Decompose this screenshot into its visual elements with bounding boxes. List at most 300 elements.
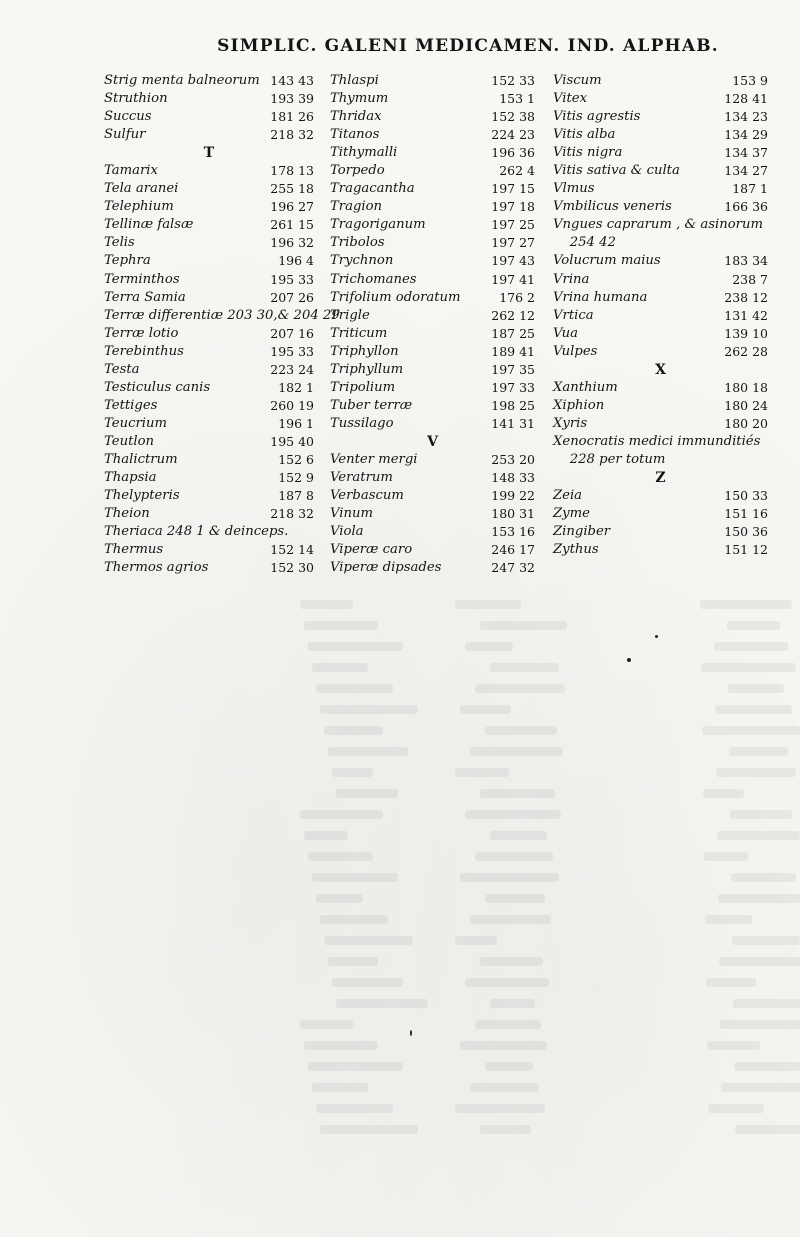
entry-reference: 150 36 (724, 524, 768, 540)
entry-reference: 193 39 (270, 91, 314, 107)
entry-reference: 180 31 (491, 506, 535, 522)
entry-reference: 181 26 (270, 109, 314, 125)
bleed-through-smudge (324, 936, 413, 945)
index-entry (104, 559, 314, 577)
entry-term: Terræ differentiæ 203 30,& 204 29 (104, 307, 340, 323)
entry-term: Zeia (553, 488, 583, 504)
bleed-through-smudge (328, 957, 378, 966)
bleed-through-smudge (700, 600, 792, 609)
entry-reference: 143 43 (270, 73, 314, 88)
entry-term: Teucrium (104, 415, 167, 431)
bleed-through-smudge (470, 1083, 539, 1092)
entry-reference: 189 41 (491, 343, 535, 359)
entry-term: Testa (104, 361, 140, 377)
bleed-through-smudge (465, 810, 561, 819)
index-entry (104, 234, 314, 252)
entry-reference: 197 18 (491, 199, 535, 215)
bleed-through-smudge (480, 789, 555, 798)
entry-term: Teutlon (104, 433, 155, 449)
entry-term: Zyme (553, 506, 590, 522)
index-entry (330, 379, 535, 397)
index-entry (104, 379, 314, 397)
index-column-2 (330, 72, 535, 577)
entry-reference: 223 24 (270, 361, 314, 377)
index-entry (104, 433, 314, 451)
entry-reference: 153 16 (491, 524, 535, 540)
entry-reference: 187 1 (732, 181, 768, 197)
entry-reference: 197 35 (491, 361, 535, 377)
bleed-through-smudge (300, 1020, 353, 1029)
bleed-through-smudge (706, 978, 756, 987)
index-entry (330, 180, 535, 198)
entry-term: Tela aranei (104, 181, 179, 197)
index-entry (553, 307, 768, 325)
entry-term: Viperæ dipsades (330, 560, 442, 576)
index-entry (330, 144, 535, 162)
section-letter: T (203, 145, 215, 162)
bleed-through-smudge (460, 873, 559, 882)
index-entry (553, 271, 768, 289)
index-entry (553, 90, 768, 108)
index-entry (330, 559, 535, 577)
index-entry (104, 523, 314, 541)
entry-term: Tribolos (330, 235, 385, 251)
entry-term: Thalictrum (104, 451, 178, 467)
index-entry (553, 108, 768, 126)
index-entry (330, 505, 535, 523)
entry-term: Trychnon (330, 253, 394, 269)
entry-reference: 152 14 (270, 542, 314, 558)
bleed-through-smudge (316, 1104, 393, 1113)
index-entry (553, 433, 768, 451)
entry-term: Xenocratis medici immunditiés (553, 433, 761, 449)
index-entry (104, 180, 314, 198)
entry-reference: 260 19 (270, 397, 314, 413)
entry-reference: 199 22 (491, 488, 535, 504)
index-entry (330, 469, 535, 487)
bleed-through-smudge (490, 999, 535, 1008)
entry-reference: 153 9 (732, 73, 768, 88)
entry-term: Thlaspi (330, 73, 379, 88)
bleed-through-smudge (701, 663, 796, 672)
entry-reference: 152 33 (491, 73, 535, 88)
index-entry (104, 451, 314, 469)
bleed-through-smudge (732, 936, 800, 945)
entry-term: Thermos agrios (104, 560, 209, 576)
entry-term: Tragion (330, 199, 383, 215)
entry-term: Struthion (104, 91, 168, 107)
entry-term: Tragoriganum (330, 217, 426, 233)
entry-term: Thapsia (104, 470, 157, 486)
bleed-through-smudge (485, 726, 557, 735)
index-entry (553, 541, 768, 559)
bleed-through-smudge (300, 810, 383, 819)
bleed-through-smudge (719, 957, 800, 966)
index-entry (104, 343, 314, 361)
bleed-through-smudge (480, 621, 567, 630)
bleed-through-smudge (731, 873, 796, 882)
bleed-through-smudge (470, 747, 563, 756)
bleed-through-smudge (320, 915, 388, 924)
index-entry (104, 252, 314, 270)
entry-reference: 153 1 (499, 91, 535, 107)
bleed-through-smudge (729, 747, 788, 756)
bleed-through-smudge (703, 789, 744, 798)
entry-term: Tripolium (330, 379, 396, 395)
entry-term: Trifolium odoratum (330, 289, 461, 305)
index-entry (553, 343, 768, 361)
section-letter: V (427, 433, 438, 450)
entry-term: Vngues caprarum , & asinorum (553, 217, 763, 233)
entry-term: Thymum (330, 91, 389, 107)
entry-term: Vinum (330, 506, 374, 522)
bleed-through-smudge (312, 663, 368, 672)
bleed-through-smudge (702, 726, 800, 735)
index-entry (104, 108, 314, 126)
bleed-through-smudge (480, 957, 543, 966)
bleed-through-smudge (332, 978, 403, 987)
index-entry (553, 415, 768, 433)
entry-reference: 166 36 (724, 199, 768, 215)
entry-reference: 238 12 (724, 289, 768, 305)
entry-term: Tuber terræ (330, 397, 413, 413)
index-entry (553, 451, 768, 469)
entry-term: Vitis sativa & culta (553, 163, 680, 179)
entry-term: Succus (104, 109, 152, 125)
entry-term: Triphyllon (330, 343, 399, 359)
bleed-through-smudge (308, 1062, 403, 1071)
bleed-through-smudge (705, 915, 752, 924)
entry-reference: 262 4 (499, 163, 535, 179)
entry-reference: 197 15 (491, 181, 535, 197)
entry-reference: 207 16 (270, 325, 314, 341)
bleed-through-smudge (733, 999, 800, 1008)
bleed-through-smudge (730, 810, 792, 819)
index-column-3 (553, 72, 768, 559)
entry-reference: 197 25 (491, 217, 535, 233)
entry-reference: 196 1 (278, 415, 314, 431)
entry-reference: 151 16 (724, 506, 768, 522)
bleed-through-smudge (300, 600, 353, 609)
index-entry (330, 397, 535, 415)
entry-term: Vrina humana (553, 289, 648, 305)
entry-reference: 134 23 (724, 109, 768, 125)
index-entry (104, 162, 314, 180)
entry-reference: 198 25 (491, 397, 535, 413)
entry-term: Vulpes (553, 343, 598, 359)
entry-term: Vrina (553, 271, 590, 287)
entry-term: Sulfur (104, 127, 146, 143)
bleed-through-smudge (470, 915, 551, 924)
index-entry (330, 162, 535, 180)
entry-term: Tellinæ falsæ (104, 217, 194, 233)
entry-term: Terra Samia (104, 289, 186, 305)
entry-term: Thridax (330, 109, 382, 125)
entry-term: Vitis agrestis (553, 109, 641, 125)
entry-reference: 196 32 (270, 235, 314, 251)
bleed-through-smudge (485, 894, 545, 903)
index-entry (553, 487, 768, 505)
index-entry (553, 252, 768, 270)
entry-term: 228 per totum (553, 451, 666, 467)
entry-reference: 131 42 (724, 307, 768, 323)
bleed-through-smudge (715, 705, 792, 714)
index-entry (104, 90, 314, 108)
index-entry (553, 72, 768, 90)
entry-term: Vitis nigra (553, 145, 623, 161)
bleed-through-smudge (336, 999, 428, 1008)
bleed-through-smudge (718, 894, 800, 903)
entry-reference: 180 24 (724, 397, 768, 413)
entry-term: Zythus (553, 542, 599, 558)
bleed-through-smudge (728, 684, 784, 693)
entry-term: Vlmus (553, 181, 595, 197)
index-column-1 (104, 72, 340, 577)
index-entry (104, 198, 314, 216)
entry-term: Triticum (330, 325, 388, 341)
entry-reference: 246 17 (491, 542, 535, 558)
bleed-through-smudge (490, 663, 559, 672)
index-entry (104, 469, 314, 487)
bleed-through-smudge (316, 894, 363, 903)
bleed-through-smudge (480, 1125, 531, 1134)
entry-reference: 196 4 (278, 253, 314, 269)
bleed-through-smudge (460, 705, 511, 714)
index-entry (104, 72, 314, 90)
ink-speck (410, 1030, 412, 1036)
entry-reference: 176 2 (499, 289, 535, 305)
index-entry (553, 198, 768, 216)
entry-reference: 197 33 (491, 379, 535, 395)
bleed-through-smudge (475, 684, 565, 693)
entry-reference: 197 43 (491, 253, 535, 269)
entry-reference: 238 7 (732, 271, 768, 287)
entry-reference: 187 25 (491, 325, 535, 341)
index-entry (553, 379, 768, 397)
entry-reference: 262 28 (724, 343, 768, 359)
bleed-through-smudge (714, 642, 788, 651)
entry-term: Theriaca 248 1 & deinceps. (104, 524, 289, 540)
bleed-through-smudge (328, 747, 408, 756)
index-entry (330, 126, 535, 144)
entry-reference: 218 32 (270, 127, 314, 143)
index-entry (553, 397, 768, 415)
bleed-through-smudge (707, 1041, 760, 1050)
section-letter: Z (655, 470, 666, 487)
page-header: SIMPLIC. GALENI MEDICAMEN. IND. ALPHAB. (217, 36, 719, 56)
bleed-through-smudge (455, 1104, 545, 1113)
entry-reference: 195 33 (270, 343, 314, 359)
index-entry (104, 307, 340, 325)
bleed-through-smudge (716, 768, 796, 777)
index-entry (104, 487, 314, 505)
entry-term: Vitex (553, 91, 588, 107)
index-entry (553, 180, 768, 198)
entry-reference: 148 33 (491, 470, 535, 486)
entry-term: 254 42 (553, 235, 616, 251)
entry-term: Xyris (553, 415, 588, 431)
entry-term: Xiphion (553, 397, 605, 413)
ink-speck (655, 635, 658, 638)
bleed-through-smudge (721, 1083, 800, 1092)
bleed-through-smudge (465, 978, 549, 987)
bleed-through-smudge (320, 705, 418, 714)
entry-reference: 207 26 (270, 289, 314, 305)
entry-reference: 180 18 (724, 379, 768, 395)
entry-term: Terminthos (104, 271, 180, 287)
index-entry (553, 234, 768, 252)
bleed-through-smudge (308, 852, 373, 861)
index-entry (104, 505, 314, 523)
entry-term: Veratrum (330, 470, 393, 486)
index-entry (104, 126, 314, 144)
index-entry (330, 252, 535, 270)
entry-term: Telephium (104, 199, 174, 215)
entry-reference: 261 15 (270, 217, 314, 233)
index-entry (104, 541, 314, 559)
entry-term: Strig menta balneorum (104, 73, 260, 88)
index-entry (553, 216, 768, 234)
entry-reference: 182 1 (278, 379, 314, 395)
bleed-through-smudge (490, 831, 547, 840)
index-entry (330, 361, 535, 379)
entry-term: Tettiges (104, 397, 158, 413)
bleed-through-smudge (460, 1041, 547, 1050)
bleed-through-smudge (455, 600, 521, 609)
index-entry (330, 325, 535, 343)
entry-term: Triphyllum (330, 361, 404, 377)
entry-term: Viola (330, 524, 364, 540)
bleed-through-smudge (465, 642, 513, 651)
bleed-through-smudge (727, 621, 780, 630)
entry-term: Volucrum maius (553, 253, 661, 269)
bleed-through-smudge (735, 1125, 800, 1134)
entry-term: Trichomanes (330, 271, 417, 287)
index-entry (330, 271, 535, 289)
bleed-through-smudge (720, 1020, 800, 1029)
entry-term: Thermus (104, 542, 164, 558)
bleed-through-smudge (475, 1020, 541, 1029)
entry-term: Vmbilicus veneris (553, 199, 672, 215)
entry-reference: 128 41 (724, 91, 768, 107)
entry-term: Zingiber (553, 524, 611, 540)
bleed-through-smudge (336, 789, 398, 798)
index-entry (330, 216, 535, 234)
bleed-through-smudge (316, 684, 393, 693)
entry-reference: 197 27 (491, 235, 535, 251)
entry-reference: 262 12 (491, 307, 535, 323)
ink-speck (627, 658, 631, 662)
bleed-through-smudge (312, 873, 398, 882)
bleed-through-smudge (312, 1083, 368, 1092)
index-entry (330, 541, 535, 559)
index-entry (330, 108, 535, 126)
entry-reference: 178 13 (270, 163, 314, 179)
bleed-through-smudge (704, 852, 748, 861)
bleed-through-smudge (475, 852, 553, 861)
entry-reference: 141 31 (491, 415, 535, 431)
index-entry (330, 90, 535, 108)
index-entry (330, 234, 535, 252)
entry-reference: 152 6 (278, 451, 314, 467)
entry-term: Vua (553, 325, 579, 341)
index-entry (330, 72, 535, 90)
index-entry (330, 451, 535, 469)
entry-term: Tussilago (330, 415, 394, 431)
bleed-through-smudge (717, 831, 800, 840)
index-entry (553, 505, 768, 523)
entry-reference: 152 30 (270, 560, 314, 576)
entry-reference: 195 33 (270, 271, 314, 287)
index-entry (330, 415, 535, 433)
index-entry (104, 361, 314, 379)
index-entry (104, 397, 314, 415)
bleed-through-smudge (324, 726, 383, 735)
entry-reference: 151 12 (724, 542, 768, 558)
index-entry (553, 289, 768, 307)
bleed-through-smudge (455, 936, 497, 945)
entry-term: Testiculus canis (104, 379, 211, 395)
index-entry (104, 325, 314, 343)
index-entry (553, 126, 768, 144)
entry-term: Verbascum (330, 488, 404, 504)
entry-reference: 152 38 (491, 109, 535, 125)
entry-term: Xanthium (553, 379, 618, 395)
entry-term: Titanos (330, 127, 380, 143)
entry-reference: 139 10 (724, 325, 768, 341)
index-entry (104, 216, 314, 234)
index-entry (104, 289, 314, 307)
entry-term: Vrtica (553, 307, 594, 323)
entry-term: Viperæ caro (330, 542, 413, 558)
entry-reference: 197 41 (491, 271, 535, 287)
entry-reference: 150 33 (724, 488, 768, 504)
index-entry (330, 289, 535, 307)
index-entry (553, 144, 768, 162)
entry-term: Venter mergi (330, 451, 418, 467)
entry-reference: 183 34 (724, 253, 768, 269)
entry-term: Tithymalli (330, 145, 398, 161)
bleed-through-smudge (455, 768, 509, 777)
entry-term: Terebinthus (104, 343, 184, 359)
entry-reference: 247 32 (491, 560, 535, 576)
index-entry (330, 523, 535, 541)
bleed-through-smudge (708, 1104, 764, 1113)
entry-reference: 218 32 (270, 506, 314, 522)
index-entry (104, 415, 314, 433)
entry-reference: 196 27 (270, 199, 314, 215)
entry-term: Terræ lotio (104, 325, 179, 341)
index-entry (104, 271, 314, 289)
bleed-through-smudge (304, 621, 378, 630)
index-entry (330, 343, 535, 361)
bleed-through-smudge (304, 831, 348, 840)
entry-reference: 134 29 (724, 127, 768, 143)
entry-term: Viscum (553, 73, 602, 88)
entry-term: Torpedo (330, 163, 385, 179)
entry-term: Tragacantha (330, 181, 415, 197)
index-entry (553, 325, 768, 343)
entry-reference: 224 23 (491, 127, 535, 143)
entry-term: Theion (104, 506, 150, 522)
entry-term: Thelypteris (104, 488, 180, 504)
index-entry (330, 198, 535, 216)
entry-term: Tephra (104, 253, 151, 269)
bleed-through-smudge (332, 768, 373, 777)
entry-term: Telis (104, 235, 135, 251)
entry-term: Trigle (330, 307, 370, 323)
entry-reference: 187 8 (278, 488, 314, 504)
